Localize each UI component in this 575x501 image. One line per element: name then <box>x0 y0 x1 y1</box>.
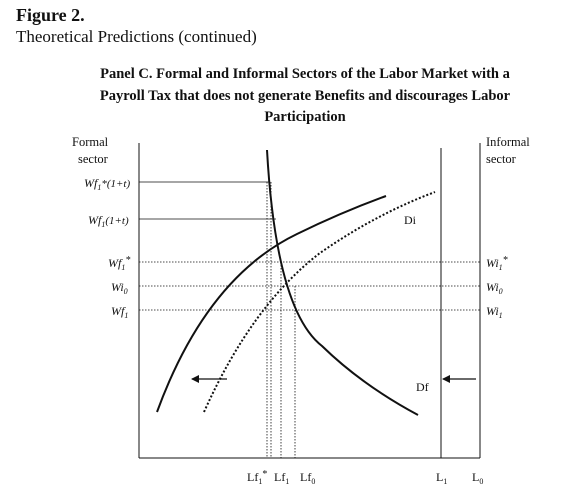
tick-l1: $L_1$ <box>436 470 448 486</box>
right-axis-label-line-2: sector <box>486 152 516 166</box>
tick-wf1-tax: $Wf_1(1+t)$ <box>88 213 129 229</box>
left-axis-label-line-2: sector <box>78 152 108 166</box>
tick-wf1: $Wf_1$ <box>111 304 129 320</box>
tick-wi0-left: $Wi_0$ <box>111 280 128 296</box>
panel-title-line-3: Participation <box>264 109 346 125</box>
tick-lf1: $Lf_1$ <box>274 470 290 486</box>
formal-demand-curve-df <box>267 150 418 415</box>
tick-wi1: $Wi_1$ <box>486 304 503 320</box>
tick-wi0-right: $Wi_0$ <box>486 280 503 296</box>
right-axis-label-line-1: Informal <box>486 135 530 149</box>
informal-demand-curve-di-dotted <box>204 192 435 412</box>
curve-label-df: Df <box>416 380 429 394</box>
panel-title-line-1: Panel C. Formal and Informal Sectors of the Labor Market with a <box>100 66 510 82</box>
left-axis-label-line-1: Formal <box>72 135 109 149</box>
informal-demand-curve-solid <box>157 196 386 412</box>
tick-wf1-star: $Wf_1^*$ <box>108 255 131 272</box>
figure-subtitle: Theoretical Predictions (continued) <box>16 27 257 46</box>
panel-title-line-2: Payroll Tax that does not generate Benefits and discourages Labor <box>99 88 511 104</box>
tick-wf1-star-tax: $Wf_1*(1+t)$ <box>84 176 131 192</box>
tick-lf1-star: $Lf_1^*$ <box>247 469 268 486</box>
tick-lf0: $Lf_0$ <box>300 470 316 486</box>
tick-wi1-star: $Wi_1^*$ <box>486 255 508 272</box>
tick-l0: $L_0$ <box>472 470 484 486</box>
figure-label: Figure 2. <box>16 5 85 25</box>
curve-label-di: Di <box>404 213 416 227</box>
